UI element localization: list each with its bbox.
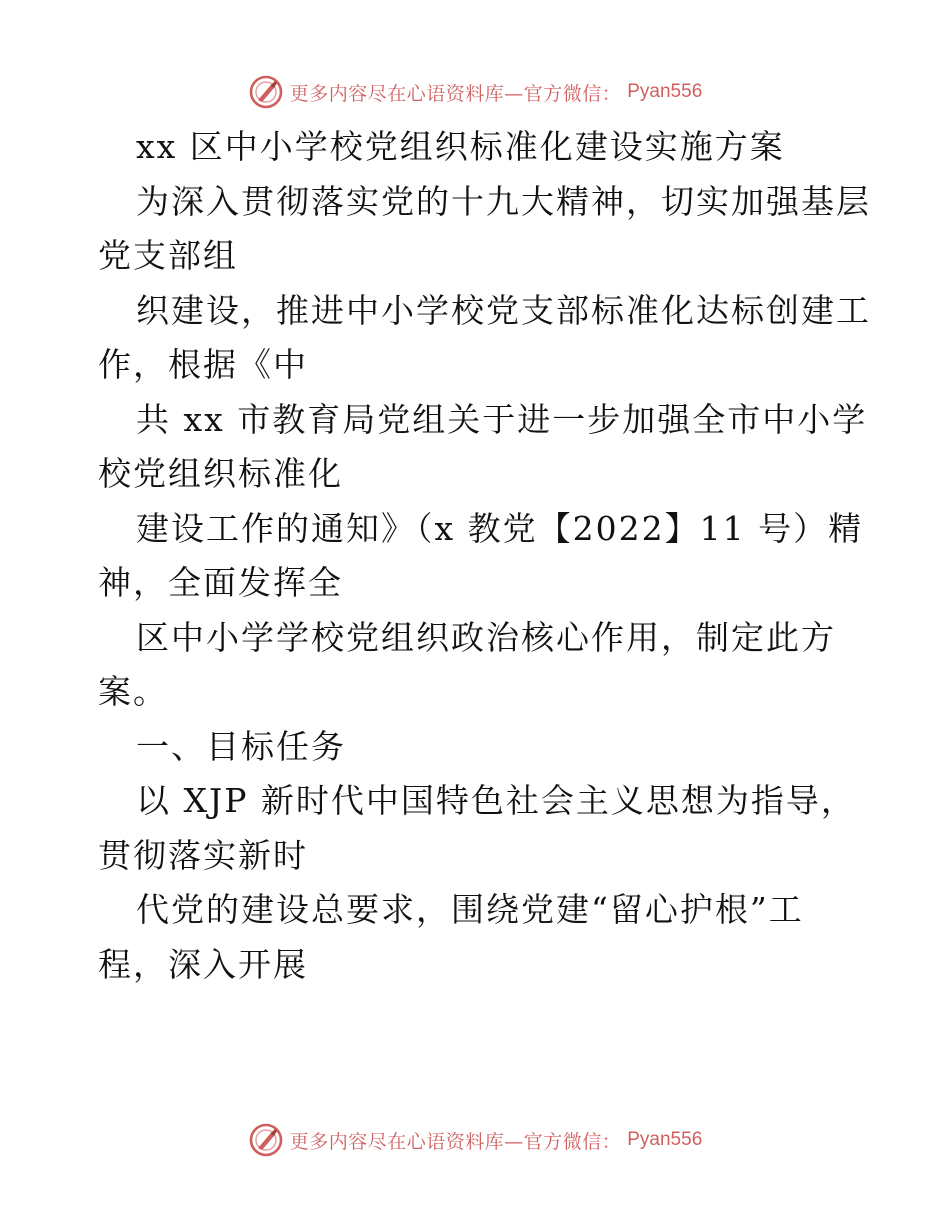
header-watermark <box>0 70 950 114</box>
watermark-text: 更多内容尽在心语资料库—官方微信： <box>289 82 622 105</box>
watermark-text: 更多内容尽在心语资料库—官方微信： <box>289 1130 622 1153</box>
text-line: xx 区中小学校党组织标准化建设实施方案 <box>136 127 785 166</box>
watermark-wechat-id: Pyan556 <box>627 81 703 102</box>
text-line: 案。 <box>98 672 168 711</box>
pen-nib-logo-icon <box>248 1122 284 1158</box>
text-line: 党支部组 <box>98 236 238 275</box>
text-line: 一、目标任务 <box>136 726 346 766</box>
text-line: 建设工作的通知》（x 教党【2022】11 号）精 <box>136 508 864 548</box>
text-line: 区中小学学校党组织政治核心作用，制定此方 <box>136 617 836 657</box>
footer-watermark <box>0 1118 950 1162</box>
text-line: 代党的建设总要求，围绕党建“留心护根”工 <box>136 890 804 929</box>
text-line: 贯彻落实新时 <box>98 835 308 875</box>
text-line: 为深入贯彻落实党的十九大精神，切实加强基层 <box>136 181 871 221</box>
text-line: 织建设，推进中小学校党支部标准化达标创建工 <box>136 290 871 330</box>
text-line: 共 xx 市教育局党组关于进一步加强全市中小学 <box>136 399 868 439</box>
text-line: 以 XJP 新时代中国特色社会主义思想为指导， <box>136 781 856 820</box>
watermark-wechat-id: Pyan556 <box>627 1129 703 1150</box>
text-line: 程，深入开展 <box>98 944 308 984</box>
text-line: 神，全面发挥全 <box>98 563 343 602</box>
document-body <box>98 120 871 992</box>
text-line: 校党组织标准化 <box>98 454 343 493</box>
pen-nib-logo-icon <box>248 74 284 110</box>
text-line: 作，根据《中 <box>98 345 308 384</box>
